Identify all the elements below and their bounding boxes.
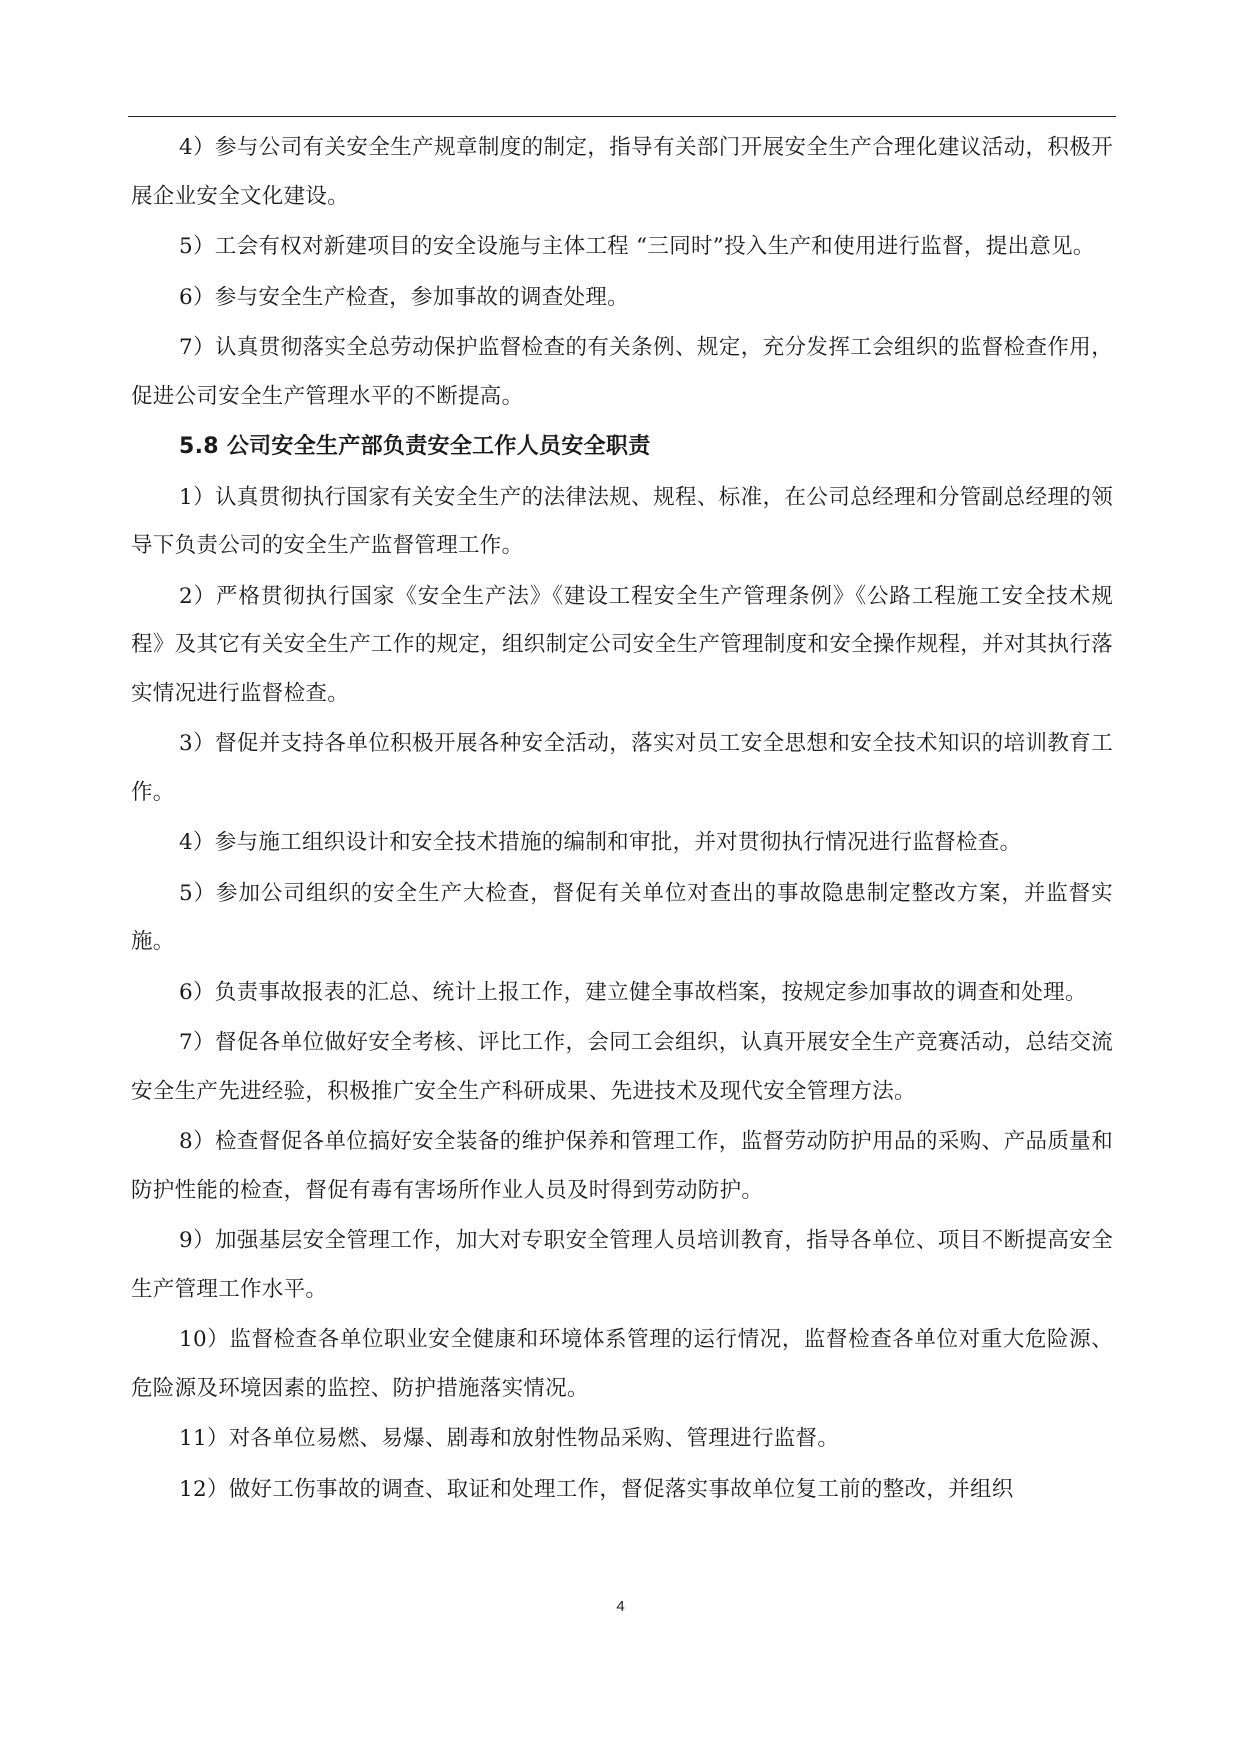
section-heading: 5.8 公司安全生产部负责安全工作人员安全职责 (179, 434, 651, 459)
header-rule (128, 116, 1116, 117)
paragraph: 5）参加公司组织的安全生产大检查，督促有关单位对查出的事故隐患制定整改方案，并监督实施。 (131, 880, 1113, 954)
paragraph: 2）严格贯彻执行国家《安全生产法》《建设工程安全生产管理条例》《公路工程施工安全技术规程》及其它有关安全生产工作的规定，组织制定公司安全生产管理制度和安全操作规程，并对其执行落实情况进行监督检查。 (131, 583, 1113, 706)
paragraph: 7）督促各单位做好安全考核、评比工作，会同工会组织，认真开展安全生产竞赛活动，总结交流安全生产先进经验，积极推广安全生产科研成果、先进技术及现代安全管理方法。 (131, 1030, 1113, 1104)
page-number: 4 (616, 1598, 625, 1615)
paragraph: 11）对各单位易燃、易爆、剧毒和放射性物品采购、管理进行监督。 (179, 1426, 840, 1451)
paragraph: 6）参与安全生产检查，参加事故的调查处理。 (179, 284, 629, 310)
paragraph: 4）参与施工组织设计和安全技术措施的编制和审批，并对贯彻执行情况进行监督检查。 (179, 830, 1022, 855)
paragraph: 9）加强基层安全管理工作，加大对专职安全管理人员培训教育，指导各单位、项目不断提高安全生产管理工作水平。 (131, 1228, 1113, 1302)
paragraph: 1）认真贯彻执行国家有关安全生产的法律法规、规程、标准，在公司总经理和分管副总经理的领导下负责公司的安全生产监督管理工作。 (131, 484, 1113, 558)
paragraph: 3）督促并支持各单位积极开展各种安全活动，落实对员工安全思想和安全技术知识的培训教育工作。 (131, 731, 1113, 805)
paragraph: 5）工会有权对新建项目的安全设施与主体工程 “三同时”投入生产和使用进行监督，提出意见。 (179, 234, 1095, 259)
document-body (131, 124, 1113, 1516)
paragraph: 10）监督检查各单位职业安全健康和环境体系管理的运行情况，监督检查各单位对重大危险源、危险源及环境因素的监控、防护措施落实情况。 (131, 1327, 1113, 1401)
paragraph: 12）做好工伤事故的调查、取证和处理工作，督促落实事故单位复工前的整改，并组织 (179, 1476, 1014, 1502)
paragraph: 6）负责事故报表的汇总、统计上报工作，建立健全事故档案，按规定参加事故的调查和处理。 (179, 979, 1087, 1005)
paragraph: 7）认真贯彻落实全总劳动保护监督检查的有关条例、规定，充分发挥工会组织的监督检查作用，促进公司安全生产管理水平的不断提高。 (131, 335, 1113, 409)
paragraph: 4）参与公司有关安全生产规章制度的制定，指导有关部门开展安全生产合理化建议活动，积极开展企业安全文化建设。 (131, 135, 1113, 209)
paragraph: 8）检查督促各单位搞好安全装备的维护保养和管理工作，监督劳动防护用品的采购、产品质量和防护性能的检查，督促有毒有害场所作业人员及时得到劳动防护。 (131, 1129, 1113, 1203)
